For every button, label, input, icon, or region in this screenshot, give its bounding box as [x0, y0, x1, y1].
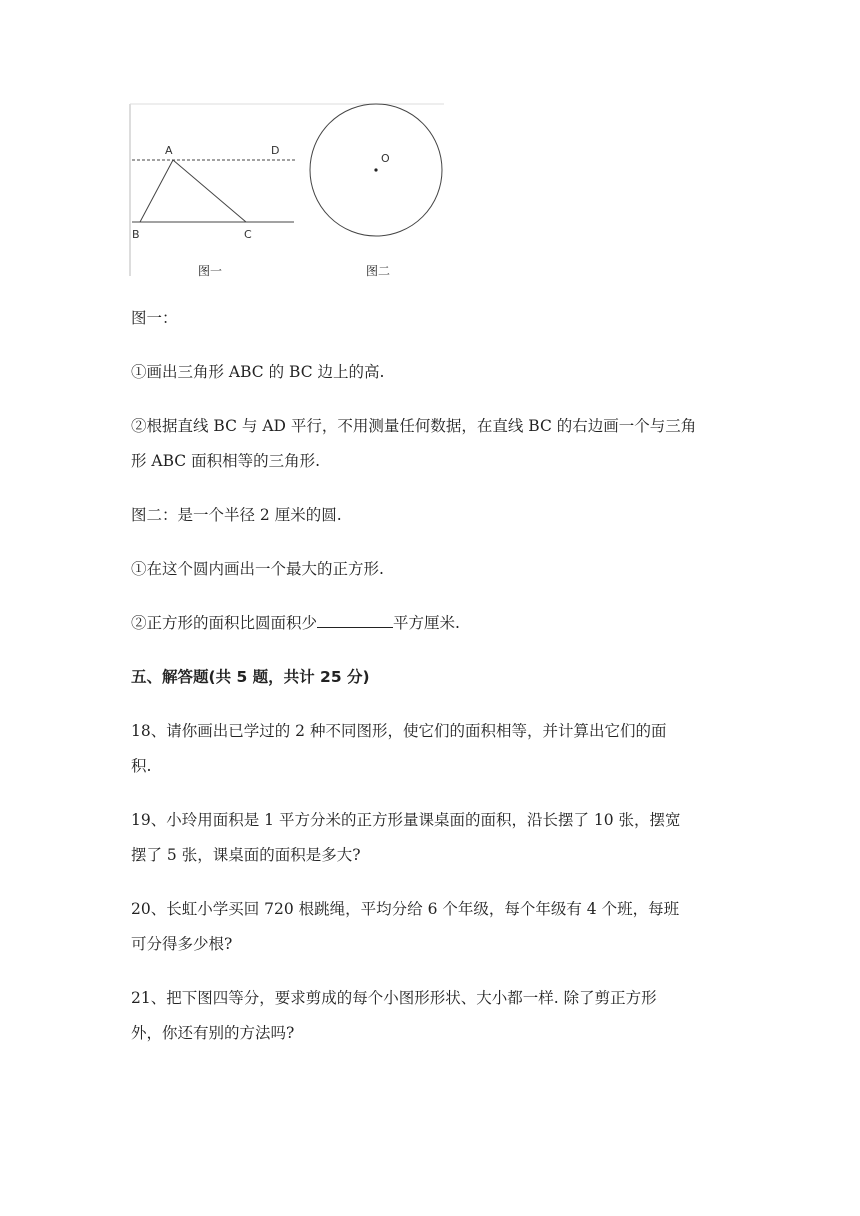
fig2-heading: 图二：是一个半径 2 厘米的圆. [131, 506, 342, 524]
geometry-figure [128, 100, 448, 285]
section-5-title: 五、解答题(共 5 题，共计 25 分) [131, 668, 370, 686]
figure-drawing [128, 100, 448, 285]
label-d: D [271, 144, 280, 157]
q19-line-1: 19、小玲用面积是 1 平方分米的正方形量课桌面的面积，沿长摆了 10 张，摆宽 [131, 811, 681, 829]
caption-figure-2: 图二 [366, 264, 391, 278]
caption-figure-1: 图一 [198, 264, 223, 278]
fig1-heading: 图一： [131, 309, 178, 327]
q20-line-1: 20、长虹小学买回 720 根跳绳，平均分给 6 个年级，每个年级有 4 个班，每班 [131, 900, 680, 918]
q21-line-1: 21、把下图四等分，要求剪成的每个小图形形状、大小都一样. 除了剪正方形 [131, 989, 657, 1007]
fig1-item-1: ①画出三角形 ABC 的 BC 边上的高. [131, 363, 385, 381]
label-o: O [381, 152, 390, 165]
answer-blank[interactable] [317, 613, 393, 628]
label-b: B [132, 228, 140, 241]
q20-line-2: 可分得多少根? [131, 935, 233, 953]
fig2-item-1: ①在这个圆内画出一个最大的正方形. [131, 560, 384, 578]
q18-line-1: 18、请你画出已学过的 2 种不同图形，使它们的面积相等，并计算出它们的面 [131, 722, 667, 740]
fig2-item-2-after: 平方厘米. [393, 614, 460, 632]
fig1-item-2-line-2: 形 ABC 面积相等的三角形. [131, 452, 321, 470]
fig2-item-2-before: ②正方形的面积比圆面积少 [131, 614, 318, 632]
q18-line-2: 积. [131, 757, 152, 775]
fig2-item-2 [131, 613, 460, 633]
center-point-o [374, 168, 377, 171]
q19-line-2: 摆了 5 张，课桌面的面积是多大? [131, 846, 361, 864]
fig1-item-2-line-1: ②根据直线 BC 与 AD 平行，不用测量任何数据，在直线 BC 的右边画一个与三角 [131, 417, 697, 435]
label-a: A [165, 144, 173, 157]
q21-line-2: 外，你还有别的方法吗? [131, 1024, 295, 1042]
label-c: C [244, 228, 252, 241]
triangle-abc [140, 160, 246, 222]
